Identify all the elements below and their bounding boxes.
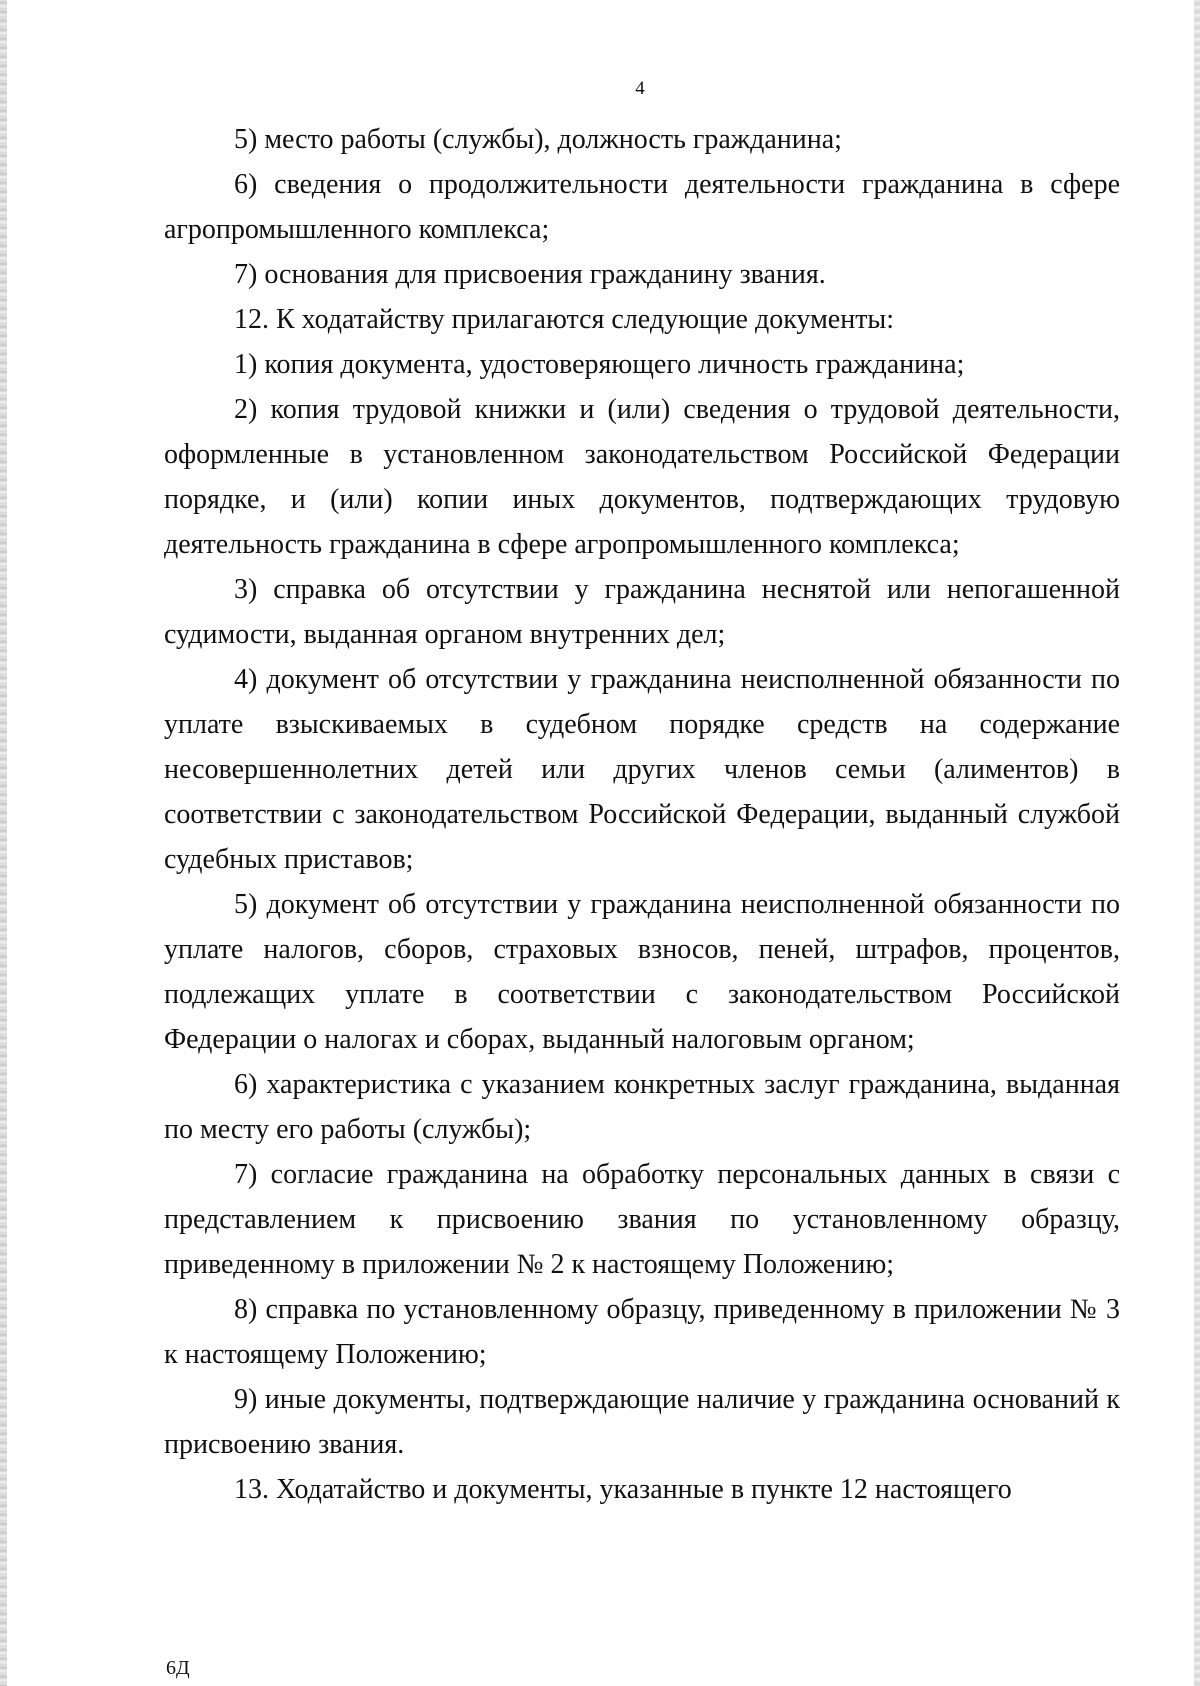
footer-code: 6Д xyxy=(166,1657,190,1679)
paragraph-doc-5-taxes: 5) документ об отсутствии у гражданина неисполненной обязанности по уплате налогов, сборов, страховых взносов, пеней, штрафов, процентов, подлежащих уплате в соответствии с законодательством Российской Федерации о налогах и сборах, выданный налоговым органом; xyxy=(164,889,1120,1055)
paragraph-doc-1-id-copy: 1) копия документа, удостоверяющего личность гражданина; xyxy=(234,349,965,380)
scan-edge-left xyxy=(0,0,7,1686)
paragraph-clause-13: 13. Ходатайство и документы, указанные в пункте 12 настоящего xyxy=(234,1474,1012,1505)
paragraph-doc-9-other: 9) иные документы, подтверждающие наличие у гражданина оснований к присвоению звания. xyxy=(164,1384,1120,1460)
paragraph-doc-8-certificate: 8) справка по установленному образцу, приведенному в приложении № 3 к настоящему Положению; xyxy=(164,1294,1120,1370)
paragraph-item-7-grounds: 7) основания для присвоения гражданину звания. xyxy=(234,259,826,290)
page-number: 4 xyxy=(635,78,645,99)
paragraph-item-5-workplace: 5) место работы (службы), должность гражданина; xyxy=(234,124,842,155)
paragraph-doc-7-consent: 7) согласие гражданина на обработку персональных данных в связи с представлением к присвоению звания по установленному образцу, приведенному в приложении № 2 к настоящему Положению; xyxy=(164,1159,1120,1280)
paragraph-doc-6-reference: 6) характеристика с указанием конкретных заслуг гражданина, выданная по месту его работы (службы); xyxy=(164,1069,1120,1145)
paragraph-doc-2-work-record: 2) копия трудовой книжки и (или) сведения о трудовой деятельности, оформленные в установленном законодательством Российской Федерации порядке, и (или) копии иных документов, подтверждающих трудовую деятельность гражданина в сфере агропромышленного комплекса; xyxy=(164,394,1120,560)
paragraph-doc-3-criminal-record: 3) справка об отсутствии у гражданина неснятой или непогашенной судимости, выданная органом внутренних дел; xyxy=(164,574,1120,650)
paragraph-clause-12: 12. К ходатайству прилагаются следующие документы: xyxy=(234,304,895,335)
paragraph-doc-4-alimony: 4) документ об отсутствии у гражданина неисполненной обязанности по уплате взыскиваемых в судебном порядке средств на содержание несовершеннолетних детей или других членов семьи (алиментов) в соответствии с законодательством Российской Федерации, выданный службой судебных приставов; xyxy=(164,664,1120,875)
paragraph-item-6-activity-duration: 6) сведения о продолжительности деятельности гражданина в сфере агропромышленного комплекса; xyxy=(164,169,1120,245)
scan-edge-right xyxy=(1194,0,1200,1686)
document-body xyxy=(164,117,1120,1512)
